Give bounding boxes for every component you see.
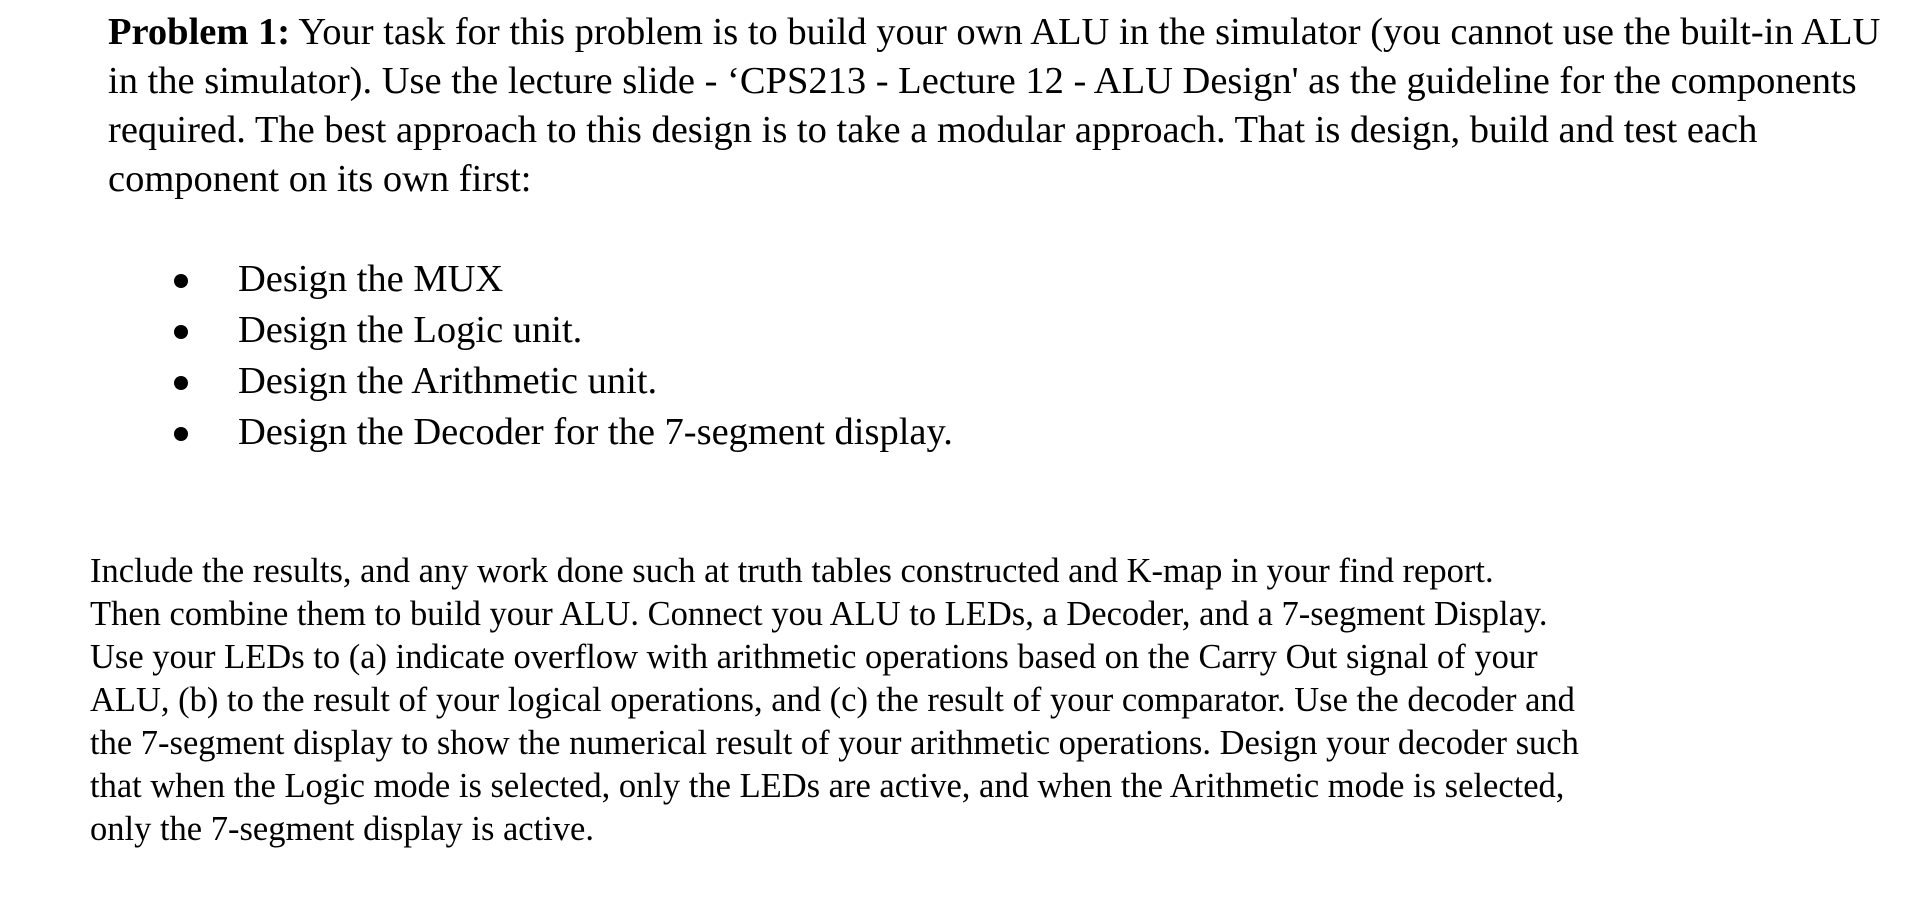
bullet-icon (174, 427, 188, 441)
list-item-text: Design the Arithmetic unit. (238, 360, 658, 402)
list-item-text: Design the Logic unit. (238, 309, 583, 351)
bullet-icon (174, 376, 188, 390)
list-item (166, 356, 953, 407)
list-item (166, 254, 953, 305)
bullet-icon (174, 325, 188, 339)
list-item (166, 305, 953, 356)
component-list (166, 254, 953, 458)
instructions-paragraph (90, 550, 1579, 851)
paragraph-line: ALU, (b) to the result of your logical operations, and (c) the result of your comparator. Use the decoder and (90, 681, 1575, 719)
problem-label: Problem 1: (108, 11, 291, 53)
problem-intro-text: Your task for this problem is to build your own ALU in the simulator (you cannot use the built-in ALU in the simulator). Use the lecture slide - ‘CPS213 - Lecture 12 - ALU Design' as the guideline for the components required. The best approach to this design is to take a modular approach. That is design, build and test each component on its own first: (108, 11, 1881, 200)
list-item-text: Design the MUX (238, 258, 504, 300)
paragraph-line: only the 7-segment display is active. (90, 810, 594, 848)
paragraph-line: Then combine them to build your ALU. Connect you ALU to LEDs, a Decoder, and a 7-segment Display. (90, 595, 1548, 633)
paragraph-line: Use your LEDs to (a) indicate overflow with arithmetic operations based on the Carry Out signal of your (90, 638, 1538, 676)
paragraph-line: Include the results, and any work done such at truth tables constructed and K-map in your find report. (90, 552, 1494, 590)
bullet-icon (174, 274, 188, 288)
problem-intro-paragraph (108, 8, 1888, 204)
paragraph-line: that when the Logic mode is selected, only the LEDs are active, and when the Arithmetic mode is selected, (90, 767, 1565, 805)
list-item (166, 407, 953, 458)
list-item-text: Design the Decoder for the 7-segment display. (238, 411, 953, 453)
paragraph-line: the 7-segment display to show the numerical result of your arithmetic operations. Design your decoder such (90, 724, 1579, 762)
